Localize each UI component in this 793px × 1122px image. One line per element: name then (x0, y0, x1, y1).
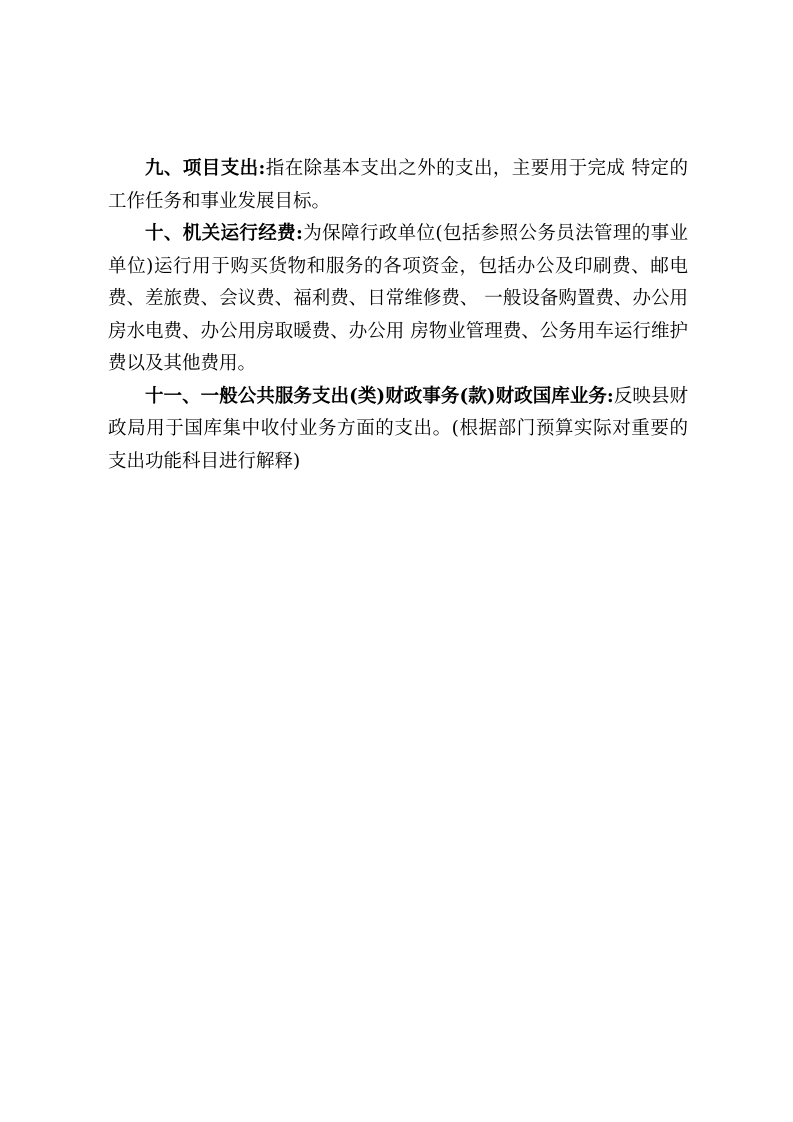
document-body (108, 153, 688, 478)
term-definition: 反映县财政局用于国库集中收付业务方面的支出。(根据部门预算实际对重要的支出功能科目进行解释) (108, 385, 688, 472)
term-definition: 指在除基本支出之外的支出，主要用于完成 特定的工作任务和事业发展目标。 (108, 158, 688, 212)
paragraph-public-service-expenditure (108, 381, 688, 479)
term-heading: 九、项目支出: (145, 158, 266, 179)
term-definition: 为保障行政单位(包括参照公务员法管理的事业单位)运行用于购买货物和服务的各项资金，包括办公及印刷费、邮电费、差旅费、会议费、福利费、日常维修费、 一般设备购置费、办公用房水电费、办公用房取暖费、办公用 房物业管理费、公务用车运行维护费以及其他费用。 (108, 223, 688, 374)
paragraph-project-expenditure (108, 153, 688, 218)
term-heading: 十、机关运行经费: (145, 223, 303, 244)
paragraph-operating-expenses (108, 218, 688, 381)
term-heading: 十一、一般公共服务支出(类)财政事务(款)财政国库业务: (145, 385, 614, 407)
